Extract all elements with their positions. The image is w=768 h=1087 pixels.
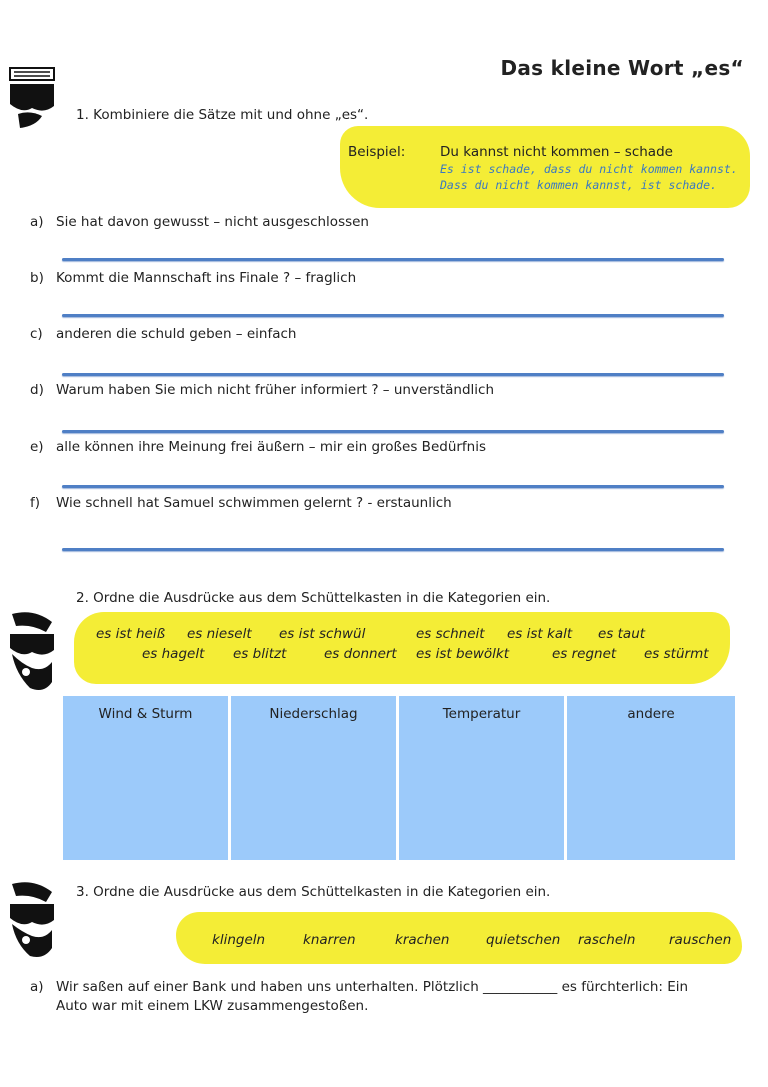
item-text: Wie schnell hat Samuel schwimmen gelernt ? - erstaunlich [56,495,452,511]
example-label: Beispiel: [348,144,406,160]
sound-chip[interactable]: rauschen [669,932,732,948]
item-text: Sie hat davon gewusst – nicht ausgeschlossen [56,214,369,230]
expression-chip[interactable]: es regnet [552,646,617,662]
task1-heading: 1. Kombiniere die Sätze mit und ohne „es“. [76,107,369,123]
answer-line[interactable] [62,314,724,317]
item-text: Kommt die Mannschaft ins Finale ? – fraglich [56,270,357,286]
expression-chip[interactable]: es ist heiß [96,626,166,642]
item-text: Warum haben Sie mich nicht früher informiert ? – unverständlich [56,382,495,398]
item-text: anderen die schuld geben – einfach [56,326,297,342]
category-column[interactable] [63,696,231,860]
answer-line[interactable] [62,373,724,376]
sunglasses-face-icon [8,66,56,136]
item-letter: a) [30,214,44,230]
sunglasses-face-icon [8,880,56,962]
expression-chip[interactable]: es stürmt [644,646,709,662]
expression-chip[interactable]: es nieselt [187,626,252,642]
expression-chip[interactable]: es hagelt [142,646,205,662]
example-answer-2: Dass du nicht kommen kannst, ist schade. [440,178,717,192]
example-answer-1: Es ist schade, dass du nicht kommen kannst. [440,162,738,176]
category-table [63,696,735,860]
page-title: Das kleine Wort „es“ [500,56,744,80]
task2-heading: 2. Ordne die Ausdrücke aus dem Schüttelkasten in die Kategorien ein. [76,590,551,606]
expression-chip[interactable]: es blitzt [233,646,287,662]
expression-chip[interactable]: es schneit [416,626,485,642]
sound-chip[interactable]: quietschen [486,932,561,948]
expression-chip[interactable]: es taut [598,626,646,642]
expression-chip[interactable]: es donnert [324,646,397,662]
expression-chip[interactable]: es ist kalt [507,626,573,642]
answer-line[interactable] [62,485,724,488]
expression-chip[interactable]: es ist bewölkt [416,646,510,662]
category-label: andere [627,706,675,722]
sunglasses-face-icon [8,610,56,696]
answer-line[interactable] [62,258,724,261]
item-letter: a) [30,979,44,995]
item-letter: f) [30,495,41,511]
item-letter: d) [30,382,44,398]
task3-heading: 3. Ordne die Ausdrücke aus dem Schüttelkasten in die Kategorien ein. [76,884,551,900]
category-label: Wind & Sturm [98,706,193,722]
sound-chip[interactable]: knarren [303,932,356,948]
item-letter: b) [30,270,44,286]
category-label: Niederschlag [269,706,358,722]
item-letter: e) [30,439,44,455]
category-column[interactable] [231,696,399,860]
example-text: Du kannst nicht kommen – schade [440,144,673,160]
category-label: Temperatur [442,706,521,722]
answer-line[interactable] [62,430,724,433]
item-text: Wir saßen auf einer Bank und haben uns unterhalten. Plötzlich ___________ es fürchterlich: Ein [56,979,689,995]
item-letter: c) [30,326,43,342]
sound-chip[interactable]: rascheln [578,932,636,948]
sound-chip[interactable]: klingeln [212,932,266,948]
item-text: Auto war mit einem LKW zusammengestoßen. [56,998,369,1014]
item-text: alle können ihre Meinung frei äußern – mir ein großes Bedürfnis [56,439,487,455]
category-column[interactable] [399,696,567,860]
category-column[interactable] [567,696,735,860]
sound-chip[interactable]: krachen [395,932,450,948]
answer-line[interactable] [62,548,724,551]
expression-chip[interactable]: es ist schwül [279,626,366,642]
